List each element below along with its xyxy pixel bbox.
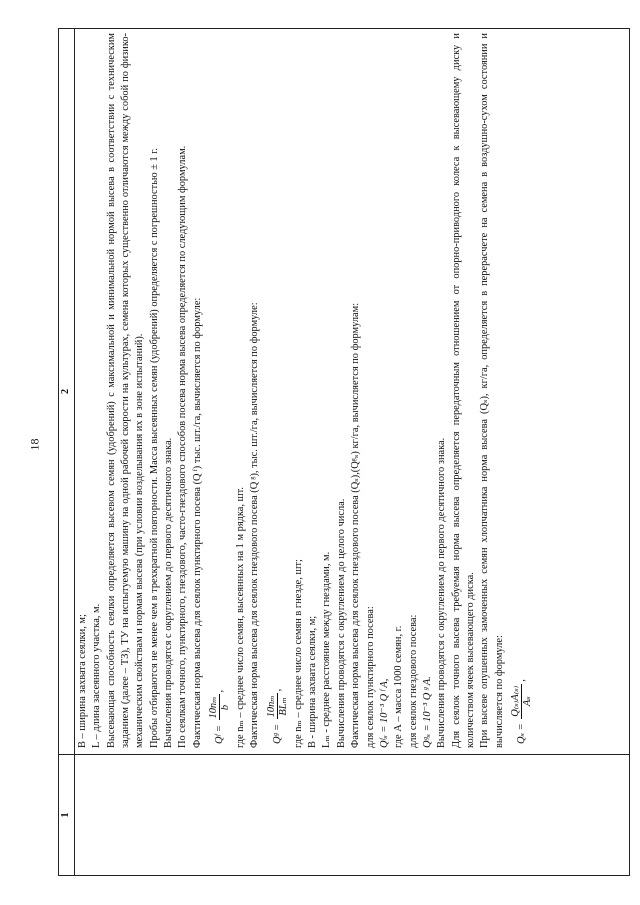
fraction-numerator: Q₍ₛ₎A₍ₛ₎ — [509, 685, 521, 717]
formula-line: Qᶠₛ = 10⁻³ Q ᶠ A, — [378, 678, 390, 748]
text-line: Высевающая способность сеялки определяется высевом семян (удобрений) с максимальной и минимальной нормой высева в соответствии с техническим заданием (далее – ТЗ), ТУ на испытуемую машину на одной рабочей скорости на культурах, семена которых существенно отличаются между собой по физико-механическим свойствам и нормам высева (при условии возделывания их в зоне испытаний). — [105, 33, 146, 748]
column-2-header: 2 — [59, 29, 75, 755]
fraction-denominator: BLₘ — [277, 697, 289, 716]
text-line: Фактическая норма высева для сеялок пунктирного посева (Q ᶠ) тыс. шт./га, вычисляется по формуле: — [191, 297, 203, 748]
column-2-cell — [75, 29, 630, 755]
formula-line: Qᵍₛ = 10⁻³ Q ᵍ A. — [421, 676, 433, 748]
fraction — [510, 684, 533, 719]
fraction-denominator: Aₛ — [521, 696, 533, 707]
column-1-header: 1 — [59, 755, 75, 876]
formula-punctir: Qᶠ = 10nₘ b , — [208, 689, 232, 744]
text-line: Фактическая норма высева для сеялок гнездового посева (Qₛ),(Qᵍₛ) кг/га, вычисляется по формулам: — [350, 302, 362, 748]
text-line: B – ширина захвата сеялки, м; — [77, 614, 88, 748]
text-line: По сеялкам точного, пунктирного, гнездового, часто-гнездового способов посева норма высева определяется по следующим формулам. — [177, 145, 189, 748]
text-line: Вычисления проводятся с округлением до первого десятичного знака. — [436, 437, 448, 748]
fraction-numerator: 10nₘ — [265, 695, 277, 718]
fraction-numerator: 10nₘ — [208, 696, 220, 719]
text-line: Для сеялок точного высева требуемая норма высева определяется передаточным отношением от опорно-приводного колеса к высевающему диску и количеством ячеек высевающего диска. — [450, 33, 476, 748]
text-line: Lₘ - среднее расстояние между гнездами, м. — [321, 551, 333, 748]
fraction-denominator: b — [220, 704, 232, 711]
fraction — [208, 695, 231, 721]
formula-gnezd: Qᵍ = 10nₘ BLₘ , — [265, 688, 289, 744]
fraction — [266, 693, 289, 719]
table-header-row — [59, 29, 75, 876]
formula-lhs: Qᵍ = — [271, 723, 283, 744]
text-line: для сеялок пунктирного посева: — [364, 606, 376, 748]
text-line: При высеве опушенных замоченных семян хлопчатника норма высева (Qₛ), кг/га, определяется в перерасчете на семена в воздушно-сухом состоянии и вычисляется по формуле: — [479, 33, 505, 748]
formula-lhs: Qₛ = — [515, 723, 527, 744]
text-line: Пробы отбираются не менее чем в трехкратной повторности. Масса высеянных семян (удобрений) определяется с погрешностью ± 1 г. — [148, 148, 160, 748]
text-line: для сеялок гнездового посева: — [407, 614, 419, 748]
text-line: где nₘ – среднее число семян, высеянных на 1 м рядка, шт. — [235, 487, 247, 748]
text-line: Вычисления проводятся с округлением до первого десятичного знака. — [163, 437, 175, 748]
content-table — [58, 28, 630, 876]
text-line: Вычисления проводятся с округлением до целого числа. — [335, 498, 347, 748]
rotated-page — [58, 28, 630, 876]
page-number: 18 — [27, 438, 42, 451]
text-line: где А – масса 1000 семян, г. — [393, 625, 405, 748]
text-line: L – длина засеянного участка, м. — [91, 603, 103, 748]
column-1-cell — [75, 755, 630, 876]
text-line: где nₘ – среднее число семян в гнезде, шт; — [292, 559, 304, 748]
text-line: B - ширина захвата сеялки, м; — [307, 615, 319, 748]
formula-lhs: Qᶠ = — [213, 725, 225, 744]
formula-hlopok: Qₛ = Q₍ₛ₎A₍ₛ₎ Aₛ , — [509, 679, 533, 744]
table-body-row — [75, 29, 630, 876]
text-line: Фактическая норма высева для сеялок гнездового посева (Q ᵍ), тыс. шт./га, вычисляется по формуле: — [249, 302, 261, 748]
